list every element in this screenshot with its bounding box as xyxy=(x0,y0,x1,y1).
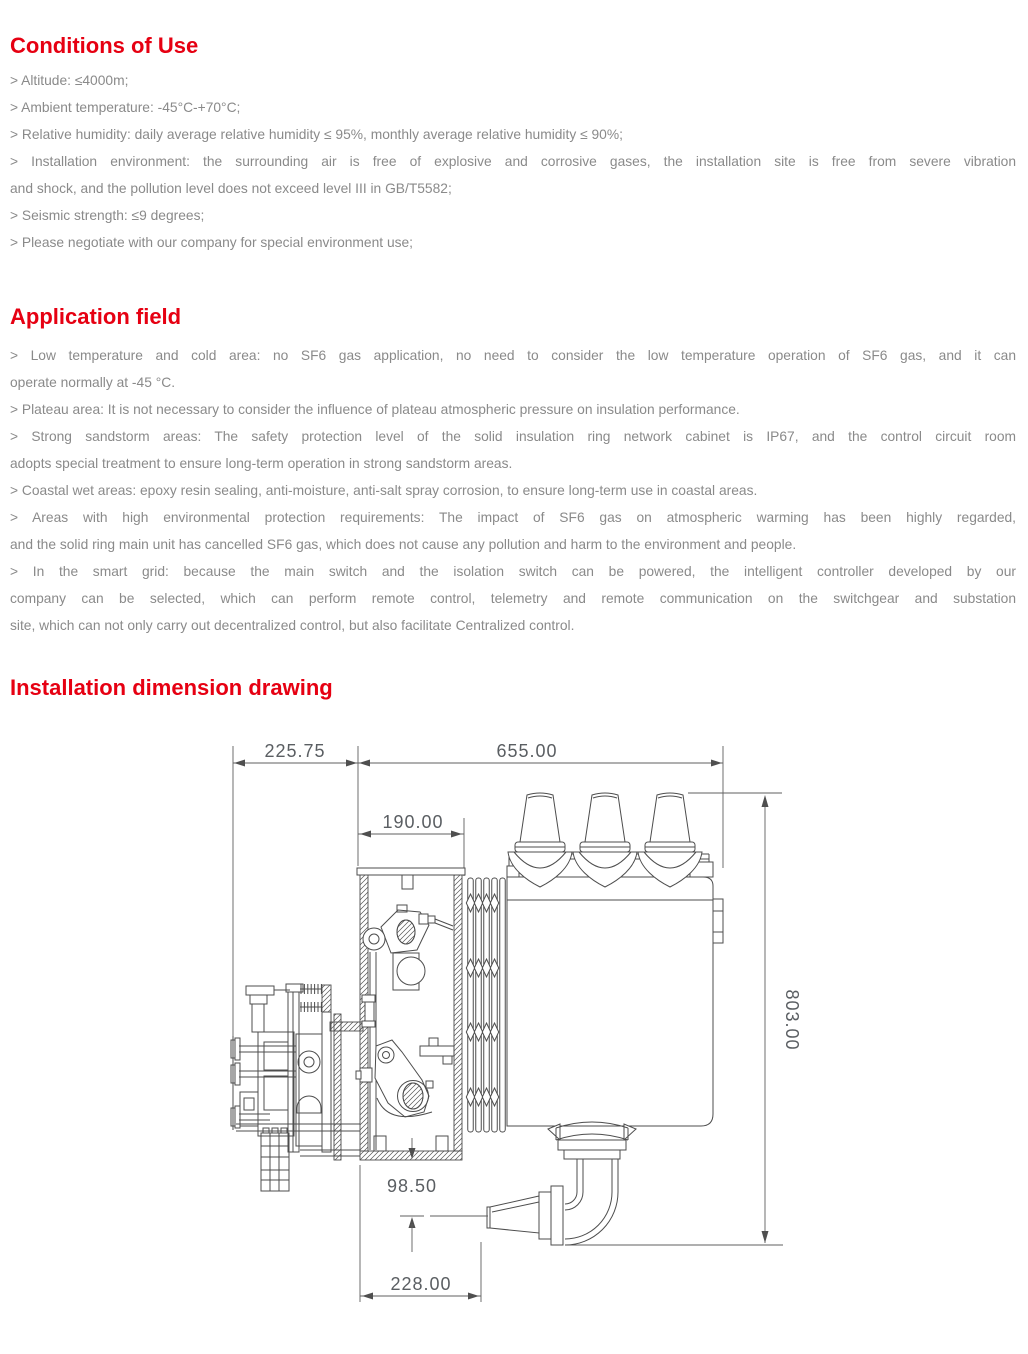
heat-sink-fins xyxy=(466,878,505,1132)
dimension-label: 655.00 xyxy=(496,741,558,761)
text-line: > Please negotiate with our company for special environment use; xyxy=(10,235,414,250)
dimension-label: 190.00 xyxy=(382,812,444,832)
dimension-190-00 xyxy=(358,812,464,876)
text-line: > Low temperature and cold area: no SF6 gas application, no need to consider the low temperature operation of SF6 gas, and it can xyxy=(10,348,1016,363)
main-tank xyxy=(507,854,723,1126)
cable-elbow-connector xyxy=(487,1122,636,1245)
installation-drawing xyxy=(0,728,1028,1354)
installation-dimension-heading: Installation dimension drawing xyxy=(10,675,333,700)
text-line: company can be selected, which can perform remote control, telemetry and remote communication on the switchgear and substation xyxy=(10,591,1016,606)
text-line: > Altitude: ≤4000m; xyxy=(10,73,129,88)
text-line: > In the smart grid: because the main switch and the isolation switch can be powered, the intelligent controller developed by our xyxy=(10,564,1016,579)
text-line: and the solid ring main unit has cancelled SF6 gas, which does not cause any pollution and harm to the environment and people. xyxy=(10,537,797,552)
conditions-of-use-heading: Conditions of Use xyxy=(10,33,199,58)
text-line: > Seismic strength: ≤9 degrees; xyxy=(10,208,205,223)
text-line: > Coastal wet areas: epoxy resin sealing, anti-moisture, anti-salt spray corrosion, to ensure long-term use in coastal areas. xyxy=(10,483,758,498)
text-line: operate normally at -45 °C. xyxy=(10,375,176,390)
conditions-of-use-text xyxy=(10,67,1016,256)
dimension-label: 803.00 xyxy=(782,989,802,1051)
application-field-heading: Application field xyxy=(10,304,182,329)
text-line: > Areas with high environmental protection requirements: The impact of SF6 gas on atmospheric warming has been highly regarded, xyxy=(10,510,1016,525)
text-line: and shock, and the pollution level does not exceed level III in GB/T5582; xyxy=(10,181,452,196)
text-line: > Relative humidity: daily average relative humidity ≤ 95%, monthly average relative humidity ≤ 90%; xyxy=(10,127,623,142)
text-line: > Ambient temperature: -45°C-+70°C; xyxy=(10,100,241,115)
mechanism-box xyxy=(356,868,465,1160)
text-line: site, which can not only carry out decentralized control, but also facilitate Centralized control. xyxy=(10,618,575,633)
dimension-label: 228.00 xyxy=(390,1274,452,1294)
bushing-2 xyxy=(573,793,637,887)
dimension-label: 98.50 xyxy=(386,1176,438,1196)
tank-side-bracket xyxy=(713,899,723,943)
text-line: adopts special treatment to ensure long-term operation in strong sandstorm areas. xyxy=(10,456,513,471)
text-line: > Plateau area: It is not necessary to consider the influence of plateau atmospheric pressure on insulation performance. xyxy=(10,402,740,417)
application-field-text xyxy=(10,342,1016,639)
lower-lever xyxy=(356,1038,454,1117)
text-line: > Strong sandstorm areas: The safety protection level of the solid insulation ring network cabinet is IP67, and the control circuit room xyxy=(10,429,1016,444)
dimension-label: 225.75 xyxy=(264,741,326,761)
bushings xyxy=(508,793,702,887)
operating-mechanism xyxy=(231,984,363,1191)
text-line: > Installation environment: the surrounding air is free of explosive and corrosive gases, the installation site is free from severe vibration xyxy=(10,154,1016,169)
